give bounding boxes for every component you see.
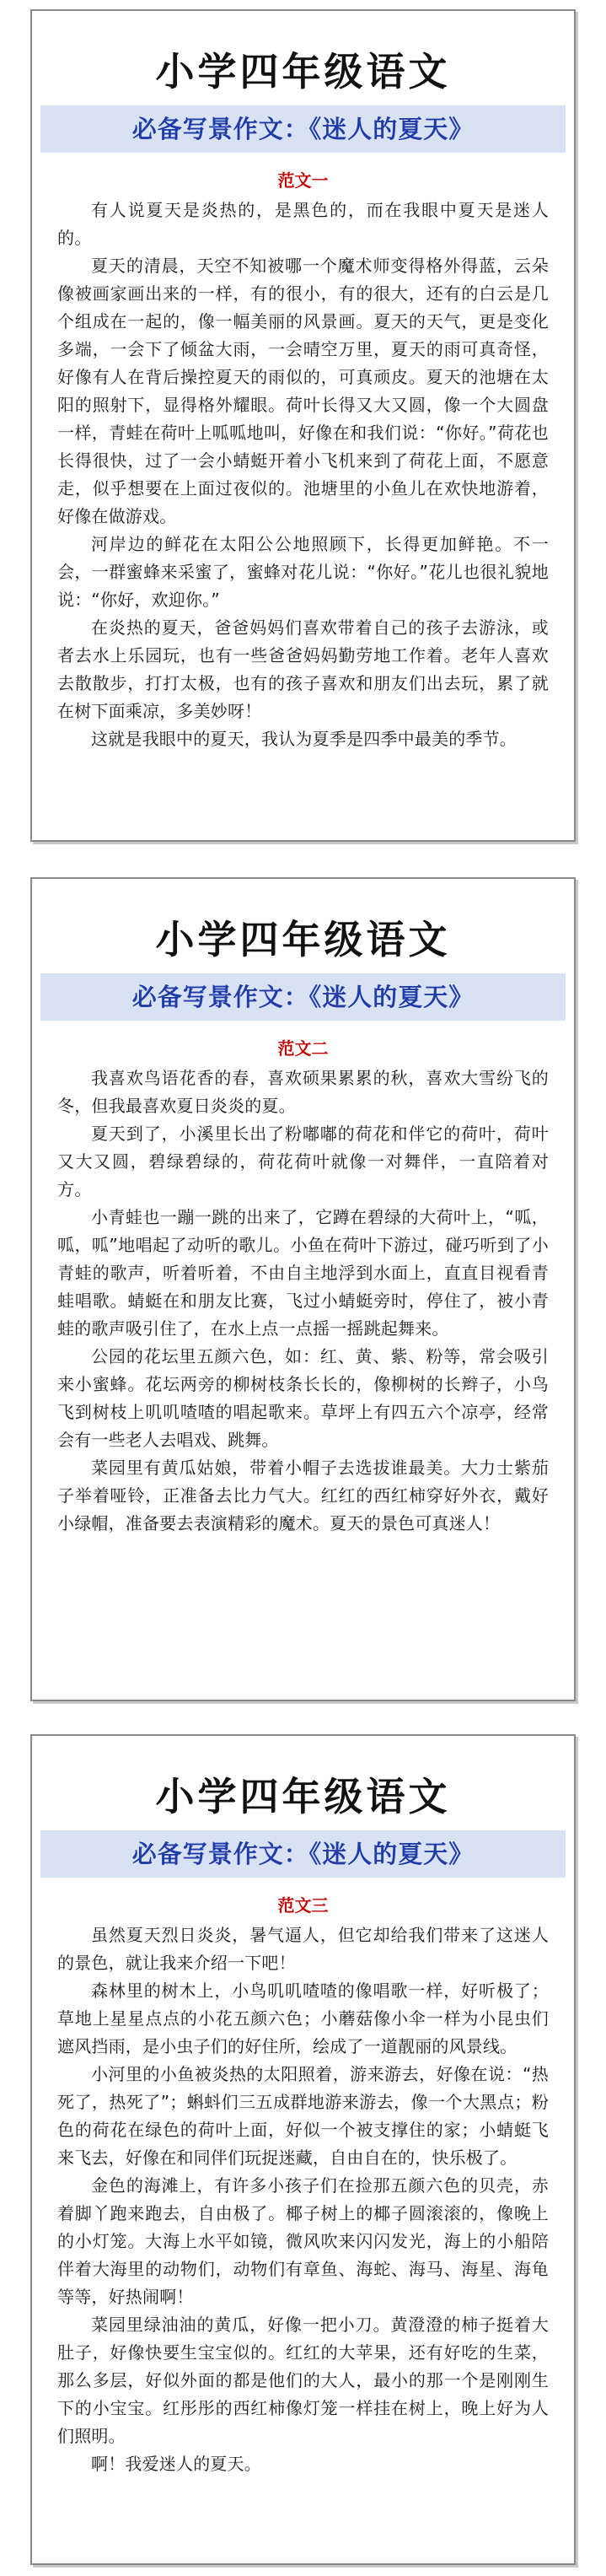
card-title: 小学四年级语文 [155, 1774, 451, 1819]
essay-body [57, 1921, 549, 2478]
essay-body [57, 197, 549, 753]
essay-label: 范文一 [277, 170, 329, 191]
paragraph: 公园的花坛里五颜六色，如：红、黄、紫、粉等，常会吸引来小蜜蜂。花坛两旁的柳树枝条长长的，像柳树的长辫子，小鸟飞到树枝上叽叽喳喳的唱起歌来。草坪上有四五六个凉亭，经常会有一些老人去唱戏、跳舞。 [57, 1346, 549, 1450]
paragraph: 有人说夏天是炎热的，是黑色的，而在我眼中夏天是迷人的。 [57, 200, 549, 248]
paragraph: 菜园里绿油油的黄瓜，好像一把小刀。黄澄澄的柿子挺着大肚子，好像快要生宝宝似的。红红的大苹果，还有好吃的生菜，那么多层，好似外面的都是他们的大人，最小的那一个是刚刚生下的小宝宝。红彤彤的西红柿像灯笼一样挂在树上，晚上好为人们照明。 [57, 2315, 549, 2446]
paragraph: 森林里的树木上，小鸟叽叽喳喳的像唱歌一样，好听极了；草地上星星点点的小花五颜六色；小蘑菇像小伞一样为小昆虫们遮风挡雨，是小虫子们的好住所，绘成了一道靓丽的风景线。 [57, 1981, 549, 2056]
paragraph: 小河里的小鱼被炎热的太阳照着，游来游去，好像在说：“热死了，热死了”；蝌蚪们三五成群地游来游去，像一个大黑点；粉色的荷花在绿色的荷叶上面，好似一个被支撑住的家；小蜻蜓飞来飞去，好像在和同伴们玩捉迷藏，自由自在的，快乐极了。 [57, 2064, 549, 2168]
card-title: 小学四年级语文 [155, 49, 451, 94]
paragraph: 金色的海滩上，有许多小孩子们在捡那五颜六色的贝壳，赤着脚丫跑来跑去，自由极了。椰子树上的椰子圆滚滚的，像晚上的小灯笼。大海上水平如镜，微风吹来闪闪发光，海上的小船陪伴着大海里的动物们，动物们有章鱼、海蛇、海马、海星、海龟等等，好热闹啊！ [57, 2175, 549, 2307]
paragraph: 河岸边的鲜花在太阳公公地照顾下，长得更加鲜艳。不一会，一群蜜蜂来采蜜了，蜜蜂对花儿说：“你好。”花儿也很礼貌地说：“你好，欢迎你。” [57, 534, 549, 610]
paragraph: 在炎热的夏天，爸爸妈妈们喜欢带着自己的孩子去游泳，或者去水上乐园玩，也有一些爸爸妈妈勤劳地工作着。老年人喜欢去散散步，打打太极，也有的孩子喜欢和朋友们出去玩，累了就在树下面乘凉，多美妙呀！ [57, 617, 549, 721]
paragraph: 啊！我爱迷人的夏天。 [91, 2454, 261, 2474]
paragraph: 菜园里有黄瓜姑娘，带着小帽子去选拔谁最美。大力士紫茄子举着哑铃，正准备去比力气大。红红的西红柿穿好外衣，戴好小绿帽，准备要去表演精彩的魔术。夏天的景色可真迷人！ [57, 1458, 549, 1533]
card-subtitle: 必备写景作文：《迷人的夏天》 [40, 973, 566, 1021]
essay-card-1 [30, 9, 576, 842]
essay-card-2 [30, 877, 576, 1701]
card-title: 小学四年级语文 [155, 917, 451, 962]
paragraph: 夏天到了，小溪里长出了粉嘟嘟的荷花和伴它的荷叶，荷叶又大又圆，碧绿碧绿的，荷花荷叶就像一对舞伴，一直陪着对方。 [57, 1124, 549, 1199]
paragraph: 夏天的清晨，天空不知被哪一个魔术师变得格外得蓝，云朵像被画家画出来的一样，有的很小，有的很大，还有的白云是几个组成在一起的，像一幅美丽的风景画。夏天的天气，更是变化多端，一会下了倾盆大雨，一会晴空万里，夏天的雨可真奇怪，好像有人在背后操控夏天的雨似的，可真顽皮。夏天的池塘在太阳的照射下，显得格外耀眼。荷叶长得又大又圆，像一个大圆盘一样，青蛙在荷叶上呱呱地叫，好像在和我们说：“你好。”荷花也长得很快，过了一会小蜻蜓开着小飞机来到了荷花上面，不愿意走，似乎想要在上面过夜似的。池塘里的小鱼儿在欢快地游着，好像在做游戏。 [57, 256, 549, 526]
essay-label: 范文三 [277, 1895, 329, 1916]
essay-card-3 [30, 1734, 576, 2565]
paragraph: 小青蛙也一蹦一跳的出来了，它蹲在碧绿的大荷叶上，“呱，呱，呱”地唱起了动听的歌儿。小鱼在荷叶下游过，碰巧听到了小青蛙的歌声，听着听着，不由自主地浮到水面上，直直目视看青蛙唱歌。蜻蜓在和朋友比赛，飞过小蜻蜓旁时，停住了，被小青蛙的歌声吸引住了，在水上点一点摇一摇跳起舞来。 [57, 1207, 549, 1339]
paragraph: 这就是我眼中的夏天，我认为夏季是四季中最美的季节。 [91, 729, 517, 749]
essay-label: 范文二 [277, 1038, 329, 1059]
card-subtitle: 必备写景作文：《迷人的夏天》 [40, 1830, 566, 1878]
card-subtitle: 必备写景作文：《迷人的夏天》 [40, 105, 566, 153]
paragraph: 我喜欢鸟语花香的春，喜欢硕果累累的秋，喜欢大雪纷飞的冬，但我最喜欢夏日炎炎的夏。 [57, 1068, 549, 1116]
essay-body [57, 1064, 549, 1538]
paragraph: 虽然夏天烈日炎炎，暑气逼人，但它却给我们带来了这迷人的景色，就让我来介绍一下吧！ [57, 1925, 549, 1973]
